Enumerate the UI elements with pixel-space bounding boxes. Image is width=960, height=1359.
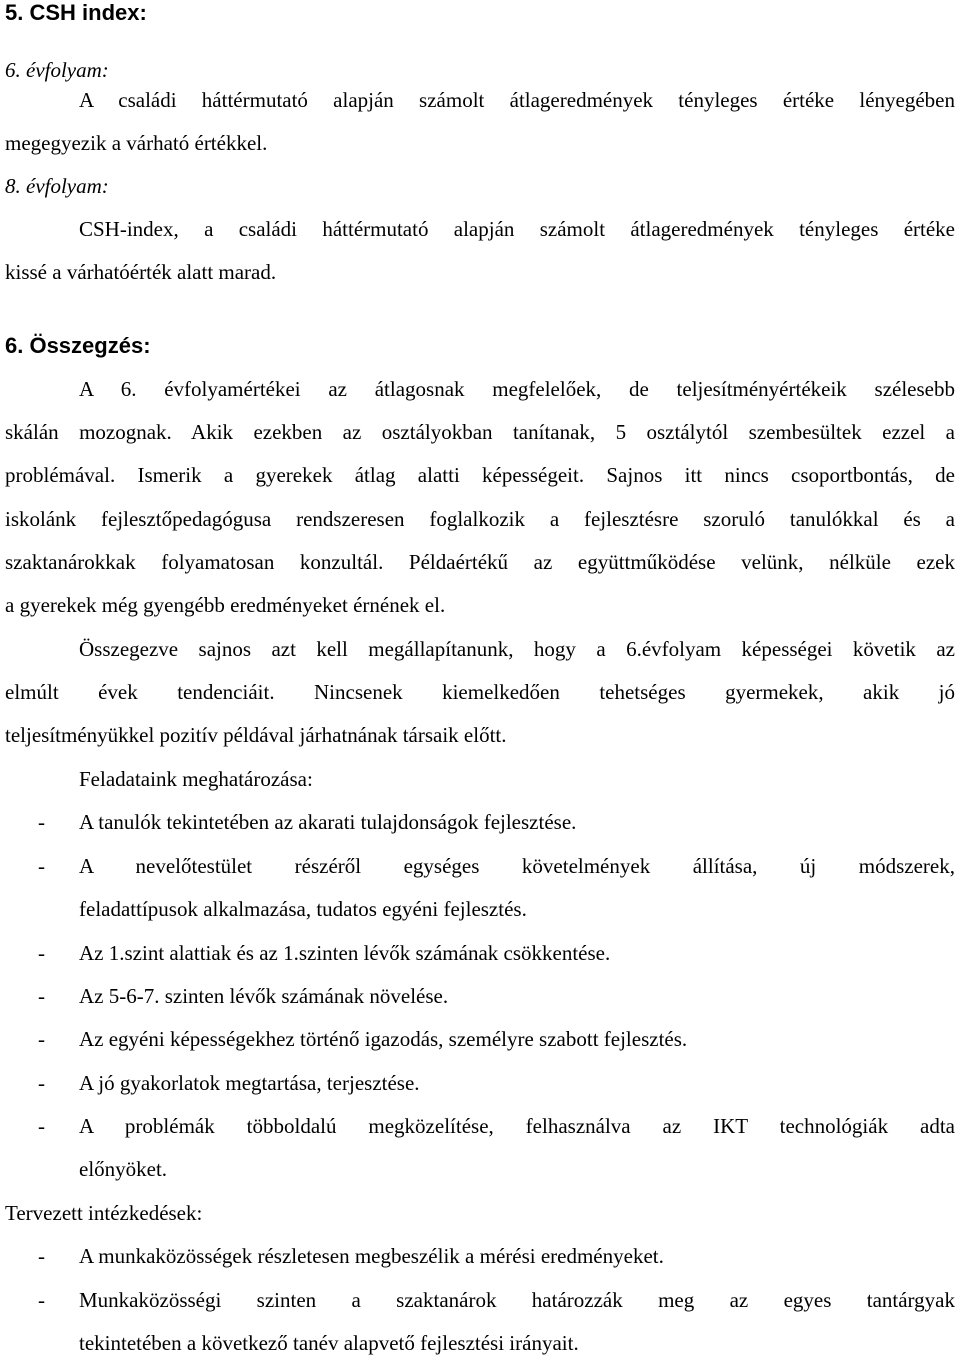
grade-8-text-line: CSH-index, a családi háttérmutató alapján számolt átlageredmények tényleges értéke xyxy=(79,217,955,241)
list-dash: - xyxy=(38,984,45,1008)
summary-paragraph-line: skálán mozognak. Akik ezekben az osztályokban tanítanak, 5 osztálytól szembesültek ezzel a xyxy=(5,420,955,444)
list-dash: - xyxy=(38,1071,45,1095)
planned-item: A munkaközösségek részletesen megbeszélik a mérési eredményeket. xyxy=(79,1244,664,1268)
summary-paragraph-line: a gyerekek még gyengébb eredményeket érnének el. xyxy=(5,593,446,617)
list-dash: - xyxy=(38,854,45,878)
task-item: Az egyéni képességekhez történő igazodás, személyre szabott fejlesztés. xyxy=(79,1027,688,1051)
task-item-continuation: előnyöket. xyxy=(79,1157,168,1181)
list-dash: - xyxy=(38,1288,45,1312)
summary-paragraph-line: szaktanárokkak folyamatosan konzultál. Példaértékű az együttműködése velünk, nélküle ezek xyxy=(5,550,955,574)
planned-measures-heading: Tervezett intézkedések: xyxy=(5,1201,203,1225)
task-item: Az 5-6-7. szinten lévők számának növelése. xyxy=(79,984,449,1008)
summary-paragraph-line: problémával. Ismerik a gyerekek átlag alatti képességeit. Sajnos itt nincs csoportbontás, de xyxy=(5,463,955,487)
conclusion-paragraph-line: Összegezve sajnos azt kell megállapítanunk, hogy a 6.évfolyam képességei követik az xyxy=(79,637,955,661)
list-dash: - xyxy=(38,1027,45,1051)
list-dash: - xyxy=(38,810,45,834)
list-dash: - xyxy=(38,1244,45,1268)
summary-paragraph-line: iskolánk fejlesztőpedagógusa rendszeresen foglalkozik a fejlesztésre szoruló tanulókkal és a xyxy=(5,507,955,531)
conclusion-paragraph-line: elmúlt évek tendenciáit. Nincsenek kiemelkedően tehetséges gyermekek, akik jó xyxy=(5,680,955,704)
task-item: Az 1.szint alattiak és az 1.szinten lévők számának csökkentése. xyxy=(79,941,611,965)
grade-6-label: 6. évfolyam: xyxy=(5,58,109,82)
task-item-continuation: feladattípusok alkalmazása, tudatos egyéni fejlesztés. xyxy=(79,897,527,921)
grade-8-label: 8. évfolyam: xyxy=(5,174,109,198)
tasks-heading: Feladataink meghatározása: xyxy=(79,767,313,791)
list-dash: - xyxy=(38,1114,45,1138)
section-heading-csh-index: 5. CSH index: xyxy=(5,0,147,25)
task-item: A tanulók tekintetében az akarati tulajdonságok fejlesztése. xyxy=(79,810,577,834)
planned-item: Munkaközösségi szinten a szaktanárok határozzák meg az egyes tantárgyak xyxy=(79,1288,955,1312)
planned-item-continuation: tekintetében a következő tanév alapvető fejlesztési irányait. xyxy=(79,1331,579,1355)
task-item: A problémák többoldalú megközelítése, felhasználva az IKT technológiák adta xyxy=(79,1114,955,1138)
task-item: A jó gyakorlatok megtartása, terjesztése. xyxy=(79,1071,420,1095)
grade-6-text-line: A családi háttérmutató alapján számolt átlageredmények tényleges értéke lényegében xyxy=(79,88,955,112)
list-dash: - xyxy=(38,941,45,965)
summary-paragraph-line: A 6. évfolyamértékei az átlagosnak megfelelőek, de teljesítményértékeik szélesebb xyxy=(79,377,955,401)
conclusion-paragraph-line: teljesítményükkel pozitív példával járhatnának társaik előtt. xyxy=(5,723,507,747)
task-item: A nevelőtestület részéről egységes követelmények állítása, új módszerek, xyxy=(79,854,955,878)
grade-6-text-line: megegyezik a várható értékkel. xyxy=(5,131,268,155)
section-heading-summary: 6. Összegzés: xyxy=(5,333,151,358)
grade-8-text-line: kissé a várhatóérték alatt marad. xyxy=(5,260,277,284)
